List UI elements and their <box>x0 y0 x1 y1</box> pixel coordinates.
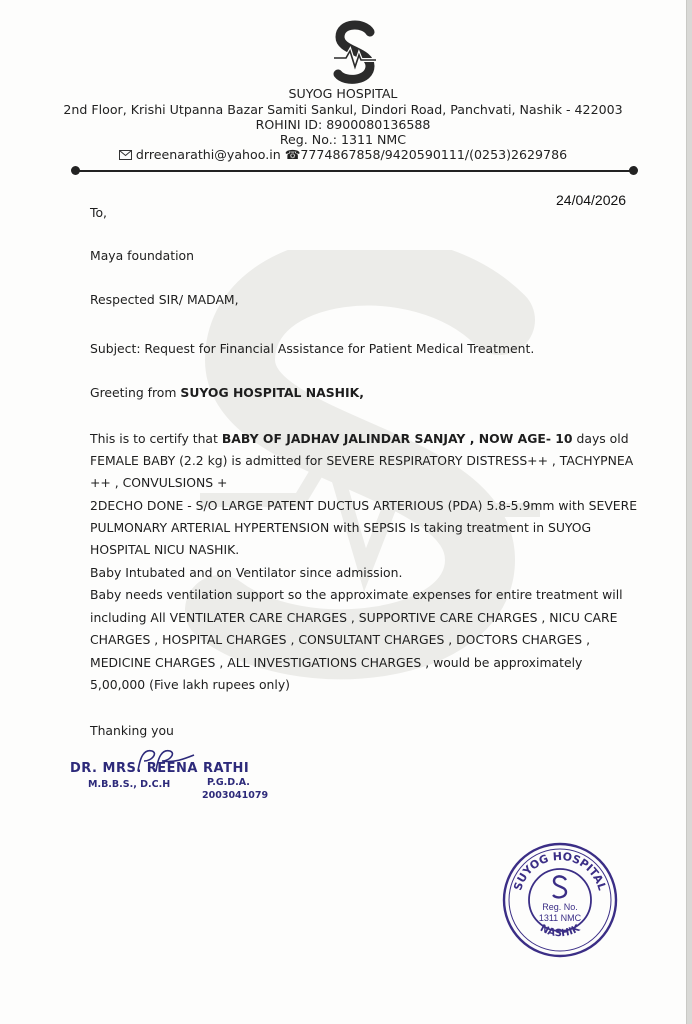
body-line-3: ++ , CONVULSIONS + <box>90 475 228 490</box>
body-line-12: 5,00,000 (Five lakh rupees only) <box>90 677 291 692</box>
header-divider <box>75 170 633 172</box>
body-line-10: CHARGES , HOSPITAL CHARGES , CONSULTANT CHARGES , DOCTORS CHARGES , <box>90 632 591 647</box>
body-line-11: MEDICINE CHARGES , ALL INVESTIGATIONS CHARGES , would be approximately <box>90 655 583 670</box>
doctor-qualifications: M.B.B.S., D.C.H <box>88 779 171 790</box>
body-line-1-a: This is to certify that <box>90 431 222 446</box>
body-line-5: PULMONARY ARTERIAL HYPERTENSION with SEPSIS Is taking treatment in SUYOG <box>90 520 592 535</box>
hospital-name: SUYOG HOSPITAL <box>288 86 398 101</box>
stamp-reg-label: Reg. No. <box>542 902 578 912</box>
stamp-top-text: SUYOG HOSPITAL <box>511 849 609 893</box>
subject-line: Subject: Request for Financial Assistance for Patient Medical Treatment. <box>90 341 535 356</box>
stamp-bottom-text: NASHIK <box>538 922 582 940</box>
greeting-line <box>90 385 364 400</box>
greeting-prefix: Greeting from <box>90 385 181 400</box>
doctor-signature-block <box>70 745 300 835</box>
salutation: Respected SIR/ MADAM, <box>90 292 239 307</box>
hospital-seal-stamp <box>500 840 620 960</box>
stamp-reg-number: 1311 NMC <box>538 913 582 923</box>
body-line-4: 2DECHO DONE - S/O LARGE PATENT DUCTUS ARTERIOUS (PDA) 5.8-5.9mm with SEVERE <box>90 498 638 513</box>
body-line-8: Baby needs ventilation support so the approximate expenses for entire treatment will <box>90 587 623 602</box>
envelope-icon <box>119 150 132 160</box>
to-line: To, <box>90 205 107 220</box>
body-line-9: including All VENTILATER CARE CHARGES , SUPPORTIVE CARE CHARGES , NICU CARE <box>90 610 618 625</box>
hospital-s-logo-icon <box>332 20 378 86</box>
contact-email[interactable]: drreenarathi@yahoo.in <box>135 147 281 162</box>
patient-name: BABY OF JADHAV JALINDAR SANJAY , NOW AGE- 10 <box>221 431 573 446</box>
body-line-2: FEMALE BABY (2.2 kg) is admitted for SEVERE RESPIRATORY DISTRESS++ , TACHYPNEA <box>90 453 634 468</box>
divider-dot-left <box>71 166 80 175</box>
doctor-name: DR. MRS. REENA RATHI <box>70 761 250 776</box>
hospital-address: 2nd Floor, Krishi Utpanna Bazar Samiti Sankul, Dindori Road, Panchvati, Nashik - 422003 <box>63 102 623 117</box>
rohini-id: ROHINI ID: 8900080136588 <box>255 117 431 132</box>
letter-date: 24/04/2026 <box>556 192 627 208</box>
body-line-7: Baby Intubated and on Ventilator since admission. <box>90 565 403 580</box>
greeting-hospital: SUYOG HOSPITAL NASHIK, <box>180 385 364 400</box>
body-line-6: HOSPITAL NICU NASHIK. <box>90 542 240 557</box>
divider-dot-right <box>629 166 638 175</box>
contact-phones: 7774867858/9420590111/(0253)2629786 <box>300 147 568 162</box>
telephone-icon: ☎ <box>284 147 301 162</box>
doctor-reg-number: 2003041079 <box>202 790 269 801</box>
recipient: Maya foundation <box>90 248 194 263</box>
doctor-pgda: P.G.D.A. <box>207 777 250 788</box>
closing-line: Thanking you <box>90 723 174 738</box>
body-line-1 <box>90 431 629 446</box>
svg-text:NASHIK <box>538 922 583 939</box>
body-line-1-c: days old <box>572 431 629 446</box>
registration-number: Reg. No.: 1311 NMC <box>279 132 407 147</box>
contact-line <box>0 147 686 162</box>
